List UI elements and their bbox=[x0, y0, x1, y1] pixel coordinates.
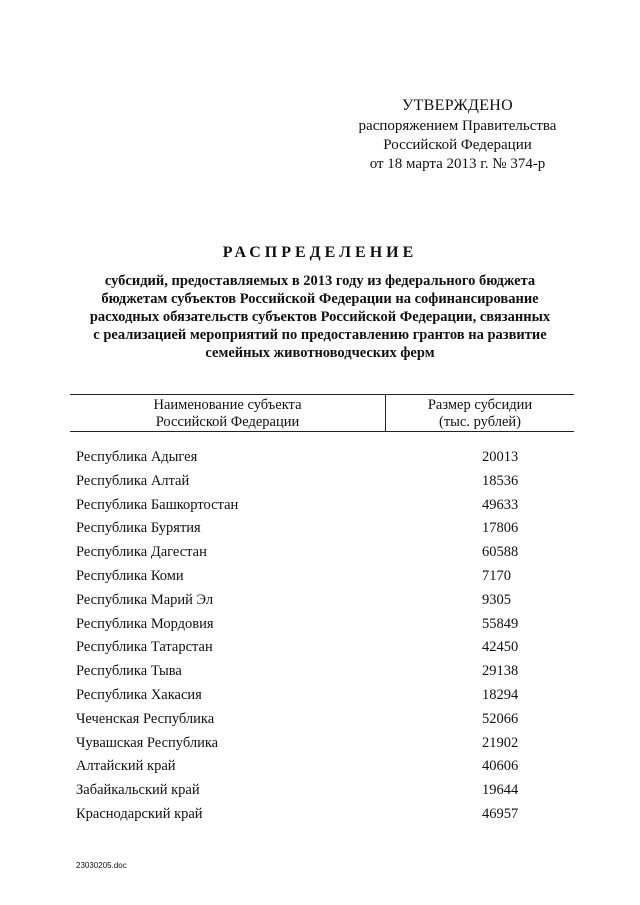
approved-stamp: УТВЕРЖДЕНО bbox=[401, 97, 513, 114]
approval-date: от 18 марта 2013 г. № 374-р bbox=[369, 156, 546, 172]
subsidy-amount: 18294 bbox=[482, 686, 519, 703]
region-name: Республика Адыгея bbox=[76, 449, 198, 465]
subtitle-line: субсидий, предоставляемых в 2013 году из федерального бюджета bbox=[104, 273, 536, 289]
subsidy-amount: 18536 bbox=[482, 472, 519, 489]
subsidy-amount: 49633 bbox=[482, 496, 519, 513]
region-name: Забайкальский край bbox=[76, 782, 200, 799]
region-name: Республика Марий Эл bbox=[76, 591, 214, 608]
subsidy-amount: 42450 bbox=[482, 639, 519, 656]
table-row bbox=[76, 755, 576, 779]
table-row bbox=[76, 803, 576, 827]
approval-line: Российской Федерации bbox=[383, 137, 532, 153]
region-name: Республика Алтай bbox=[76, 472, 190, 489]
table-body bbox=[76, 446, 576, 827]
document-title: РАСПРЕДЕЛЕНИЕ bbox=[222, 244, 418, 261]
region-name: Республика Бурятия bbox=[76, 520, 201, 537]
table-row bbox=[76, 660, 576, 684]
header-text: Наименование субъекта bbox=[153, 397, 302, 413]
subsidy-amount: 29138 bbox=[482, 663, 519, 680]
table-row bbox=[76, 494, 576, 518]
subsidy-amount: 17806 bbox=[482, 520, 519, 537]
approval-block bbox=[340, 96, 575, 174]
table-row bbox=[76, 779, 576, 803]
subtitle-line: бюджетам субъектов Российской Федерации на софинансирование bbox=[101, 291, 539, 307]
approval-line: распоряжением Правительства bbox=[358, 118, 557, 134]
file-name: 23030205.doc bbox=[76, 861, 127, 870]
table-row bbox=[76, 517, 576, 541]
column-header-amount bbox=[386, 395, 574, 431]
region-name: Краснодарский край bbox=[76, 805, 203, 822]
header-text: Российской Федерации bbox=[155, 414, 300, 430]
table-row bbox=[76, 541, 576, 565]
subsidy-amount: 21902 bbox=[482, 734, 519, 751]
table-row bbox=[76, 589, 576, 613]
subsidy-amount: 9305 bbox=[482, 591, 511, 608]
table-header bbox=[70, 394, 574, 432]
region-name: Республика Дагестан bbox=[76, 544, 207, 561]
subsidy-amount: 52066 bbox=[482, 710, 519, 727]
table-row bbox=[76, 613, 576, 637]
region-name: Республика Мордовия bbox=[76, 615, 214, 632]
table-row bbox=[76, 636, 576, 660]
header-text: Размер субсидии bbox=[427, 397, 533, 413]
document-subtitle bbox=[60, 272, 580, 362]
region-name: Чувашская Республика bbox=[76, 734, 219, 751]
region-name: Республика Башкортостан bbox=[76, 496, 239, 513]
region-name: Республика Тыва bbox=[76, 663, 182, 680]
subsidy-amount: 40606 bbox=[482, 758, 519, 775]
region-name: Алтайский край bbox=[76, 758, 176, 775]
subsidy-amount: 20013 bbox=[482, 449, 519, 465]
subsidy-amount: 19644 bbox=[482, 782, 519, 799]
subsidy-amount: 46957 bbox=[482, 805, 519, 822]
table-row bbox=[76, 446, 576, 470]
subtitle-line: семейных животноводческих ферм bbox=[205, 345, 435, 361]
subsidy-amount: 7170 bbox=[482, 567, 511, 584]
region-name: Республика Коми bbox=[76, 567, 184, 584]
table-row bbox=[76, 684, 576, 708]
table-row bbox=[76, 732, 576, 756]
subsidy-amount: 60588 bbox=[482, 544, 519, 561]
subtitle-line: расходных обязательств субъектов Российской Федерации, связанных bbox=[89, 309, 551, 325]
region-name: Республика Хакасия bbox=[76, 686, 202, 703]
table-row bbox=[76, 565, 576, 589]
column-header-name bbox=[70, 395, 386, 431]
subsidy-amount: 55849 bbox=[482, 615, 519, 632]
table-row bbox=[76, 708, 576, 732]
subtitle-line: с реализацией мероприятий по предоставлению грантов на развитие bbox=[93, 327, 547, 343]
header-text: (тыс. рублей) bbox=[439, 414, 521, 430]
region-name: Чеченская Республика bbox=[76, 710, 215, 727]
region-name: Республика Татарстан bbox=[76, 639, 213, 656]
table-row bbox=[76, 470, 576, 494]
